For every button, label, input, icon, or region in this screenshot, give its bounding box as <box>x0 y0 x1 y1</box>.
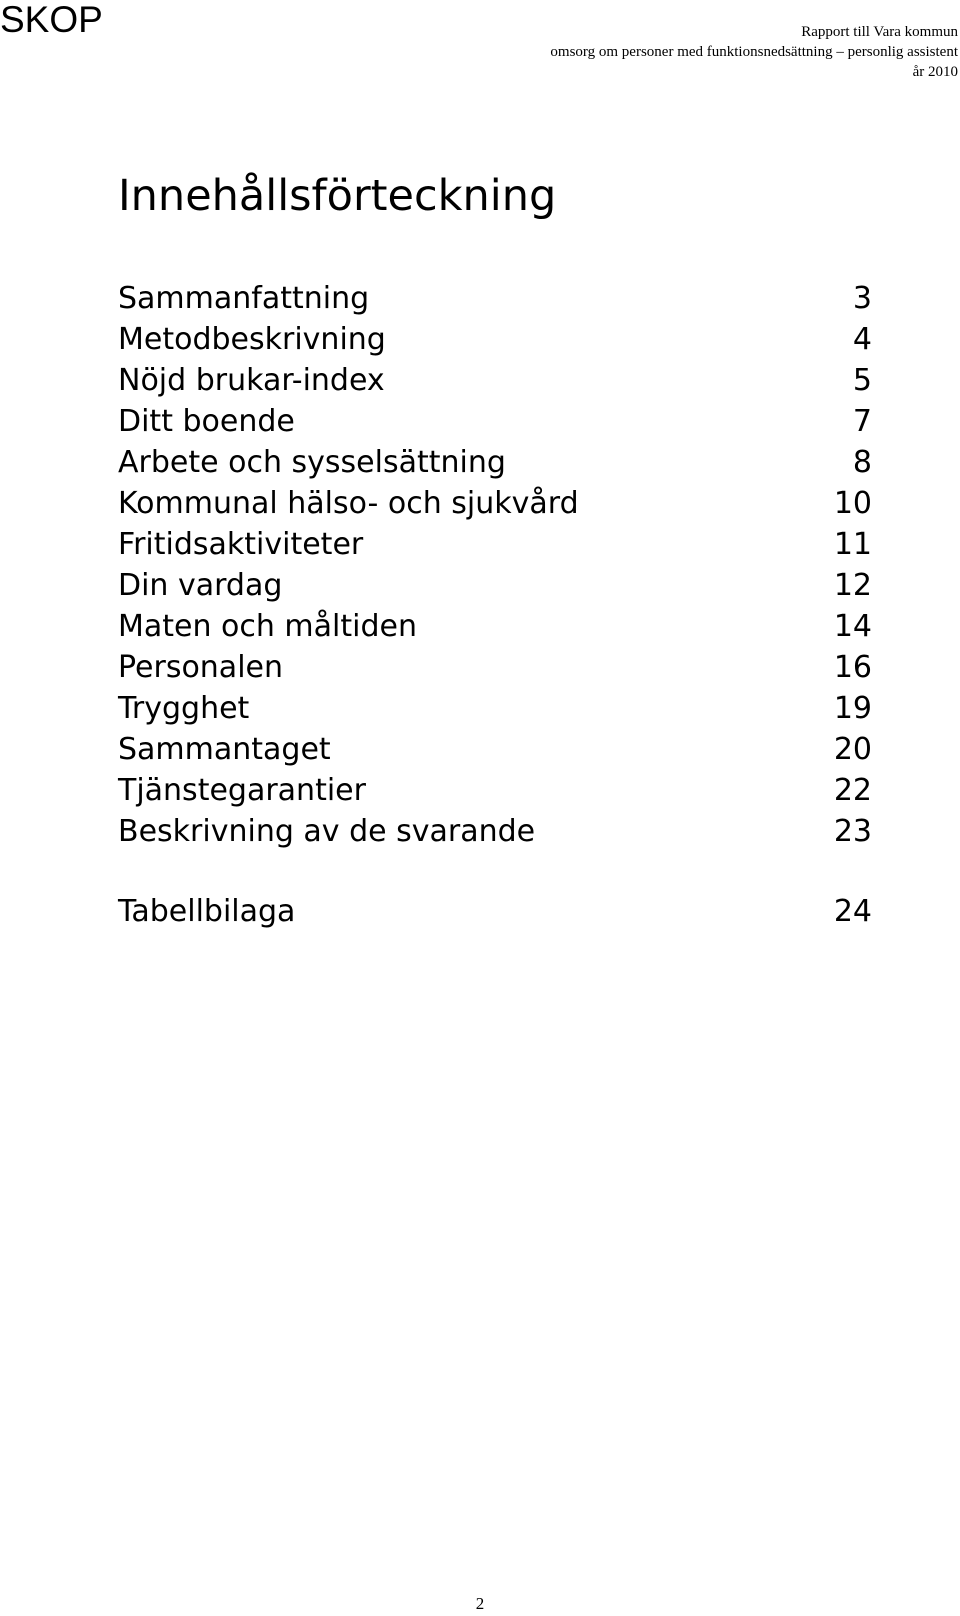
toc-entry-page: 24 <box>833 894 872 929</box>
toc-entry-label: Tjänstegarantier <box>118 773 366 808</box>
toc-entry-label: Ditt boende <box>118 404 295 439</box>
toc-entry-page: 12 <box>833 568 872 603</box>
toc-entry <box>118 647 872 688</box>
toc-entry-label: Arbete och sysselsättning <box>118 445 506 480</box>
toc-entry <box>118 565 872 606</box>
report-header <box>550 22 958 82</box>
toc-entry <box>118 319 872 360</box>
header-line-report: Rapport till Vara kommun <box>801 24 958 40</box>
toc-entry-label: Tabellbilaga <box>118 894 296 929</box>
toc-entry-page: 14 <box>833 609 872 644</box>
toc-entry <box>118 606 872 647</box>
toc-entry-label: Maten och måltiden <box>118 609 417 644</box>
toc-entry-page: 7 <box>852 404 872 439</box>
toc-entry-label: Sammanfattning <box>118 281 370 316</box>
logo: SKOP <box>0 0 103 40</box>
toc-entry <box>118 811 872 852</box>
toc-entry-label: Nöjd brukar-index <box>118 363 385 398</box>
page-title: Innehållsförteckning <box>118 171 557 221</box>
page-number: 2 <box>475 1594 485 1613</box>
toc-entry <box>118 770 872 811</box>
toc-entry-label: Kommunal hälso- och sjukvård <box>118 486 579 521</box>
toc-entry <box>118 688 872 729</box>
toc-entry-page: 19 <box>833 691 872 726</box>
toc-entry-page: 4 <box>852 322 872 357</box>
toc-entry-page: 11 <box>833 527 872 562</box>
toc-entry-page: 22 <box>833 773 872 808</box>
toc-entry <box>118 524 872 565</box>
toc-entry-page: 20 <box>833 732 872 767</box>
toc-entry-page: 16 <box>833 650 872 685</box>
toc-entry <box>118 483 872 524</box>
toc-entry-label: Fritidsaktiviteter <box>118 527 364 562</box>
toc-entry <box>118 891 872 932</box>
toc-entry <box>118 442 872 483</box>
toc-entry-page: 5 <box>852 363 872 398</box>
toc-entry <box>118 401 872 442</box>
toc-entry-page: 10 <box>833 486 872 521</box>
toc-entry-page: 8 <box>852 445 872 480</box>
toc-entry-label: Beskrivning av de svarande <box>118 814 536 849</box>
header-line-year: år 2010 <box>912 64 958 80</box>
toc-entry <box>118 729 872 770</box>
toc-entry-label: Sammantaget <box>118 732 331 767</box>
toc-entry-page: 23 <box>833 814 872 849</box>
toc-entry-label: Trygghet <box>118 691 250 726</box>
toc-entry-label: Din vardag <box>118 568 283 603</box>
toc-entry-label: Metodbeskrivning <box>118 322 386 357</box>
table-of-contents <box>118 278 872 932</box>
toc-entry <box>118 278 872 319</box>
toc-entry-page: 3 <box>852 281 872 316</box>
toc-entry <box>118 360 872 401</box>
header-line-subject: omsorg om personer med funktionsnedsättning – personlig assistent <box>550 44 958 60</box>
toc-entry-label: Personalen <box>118 650 283 685</box>
